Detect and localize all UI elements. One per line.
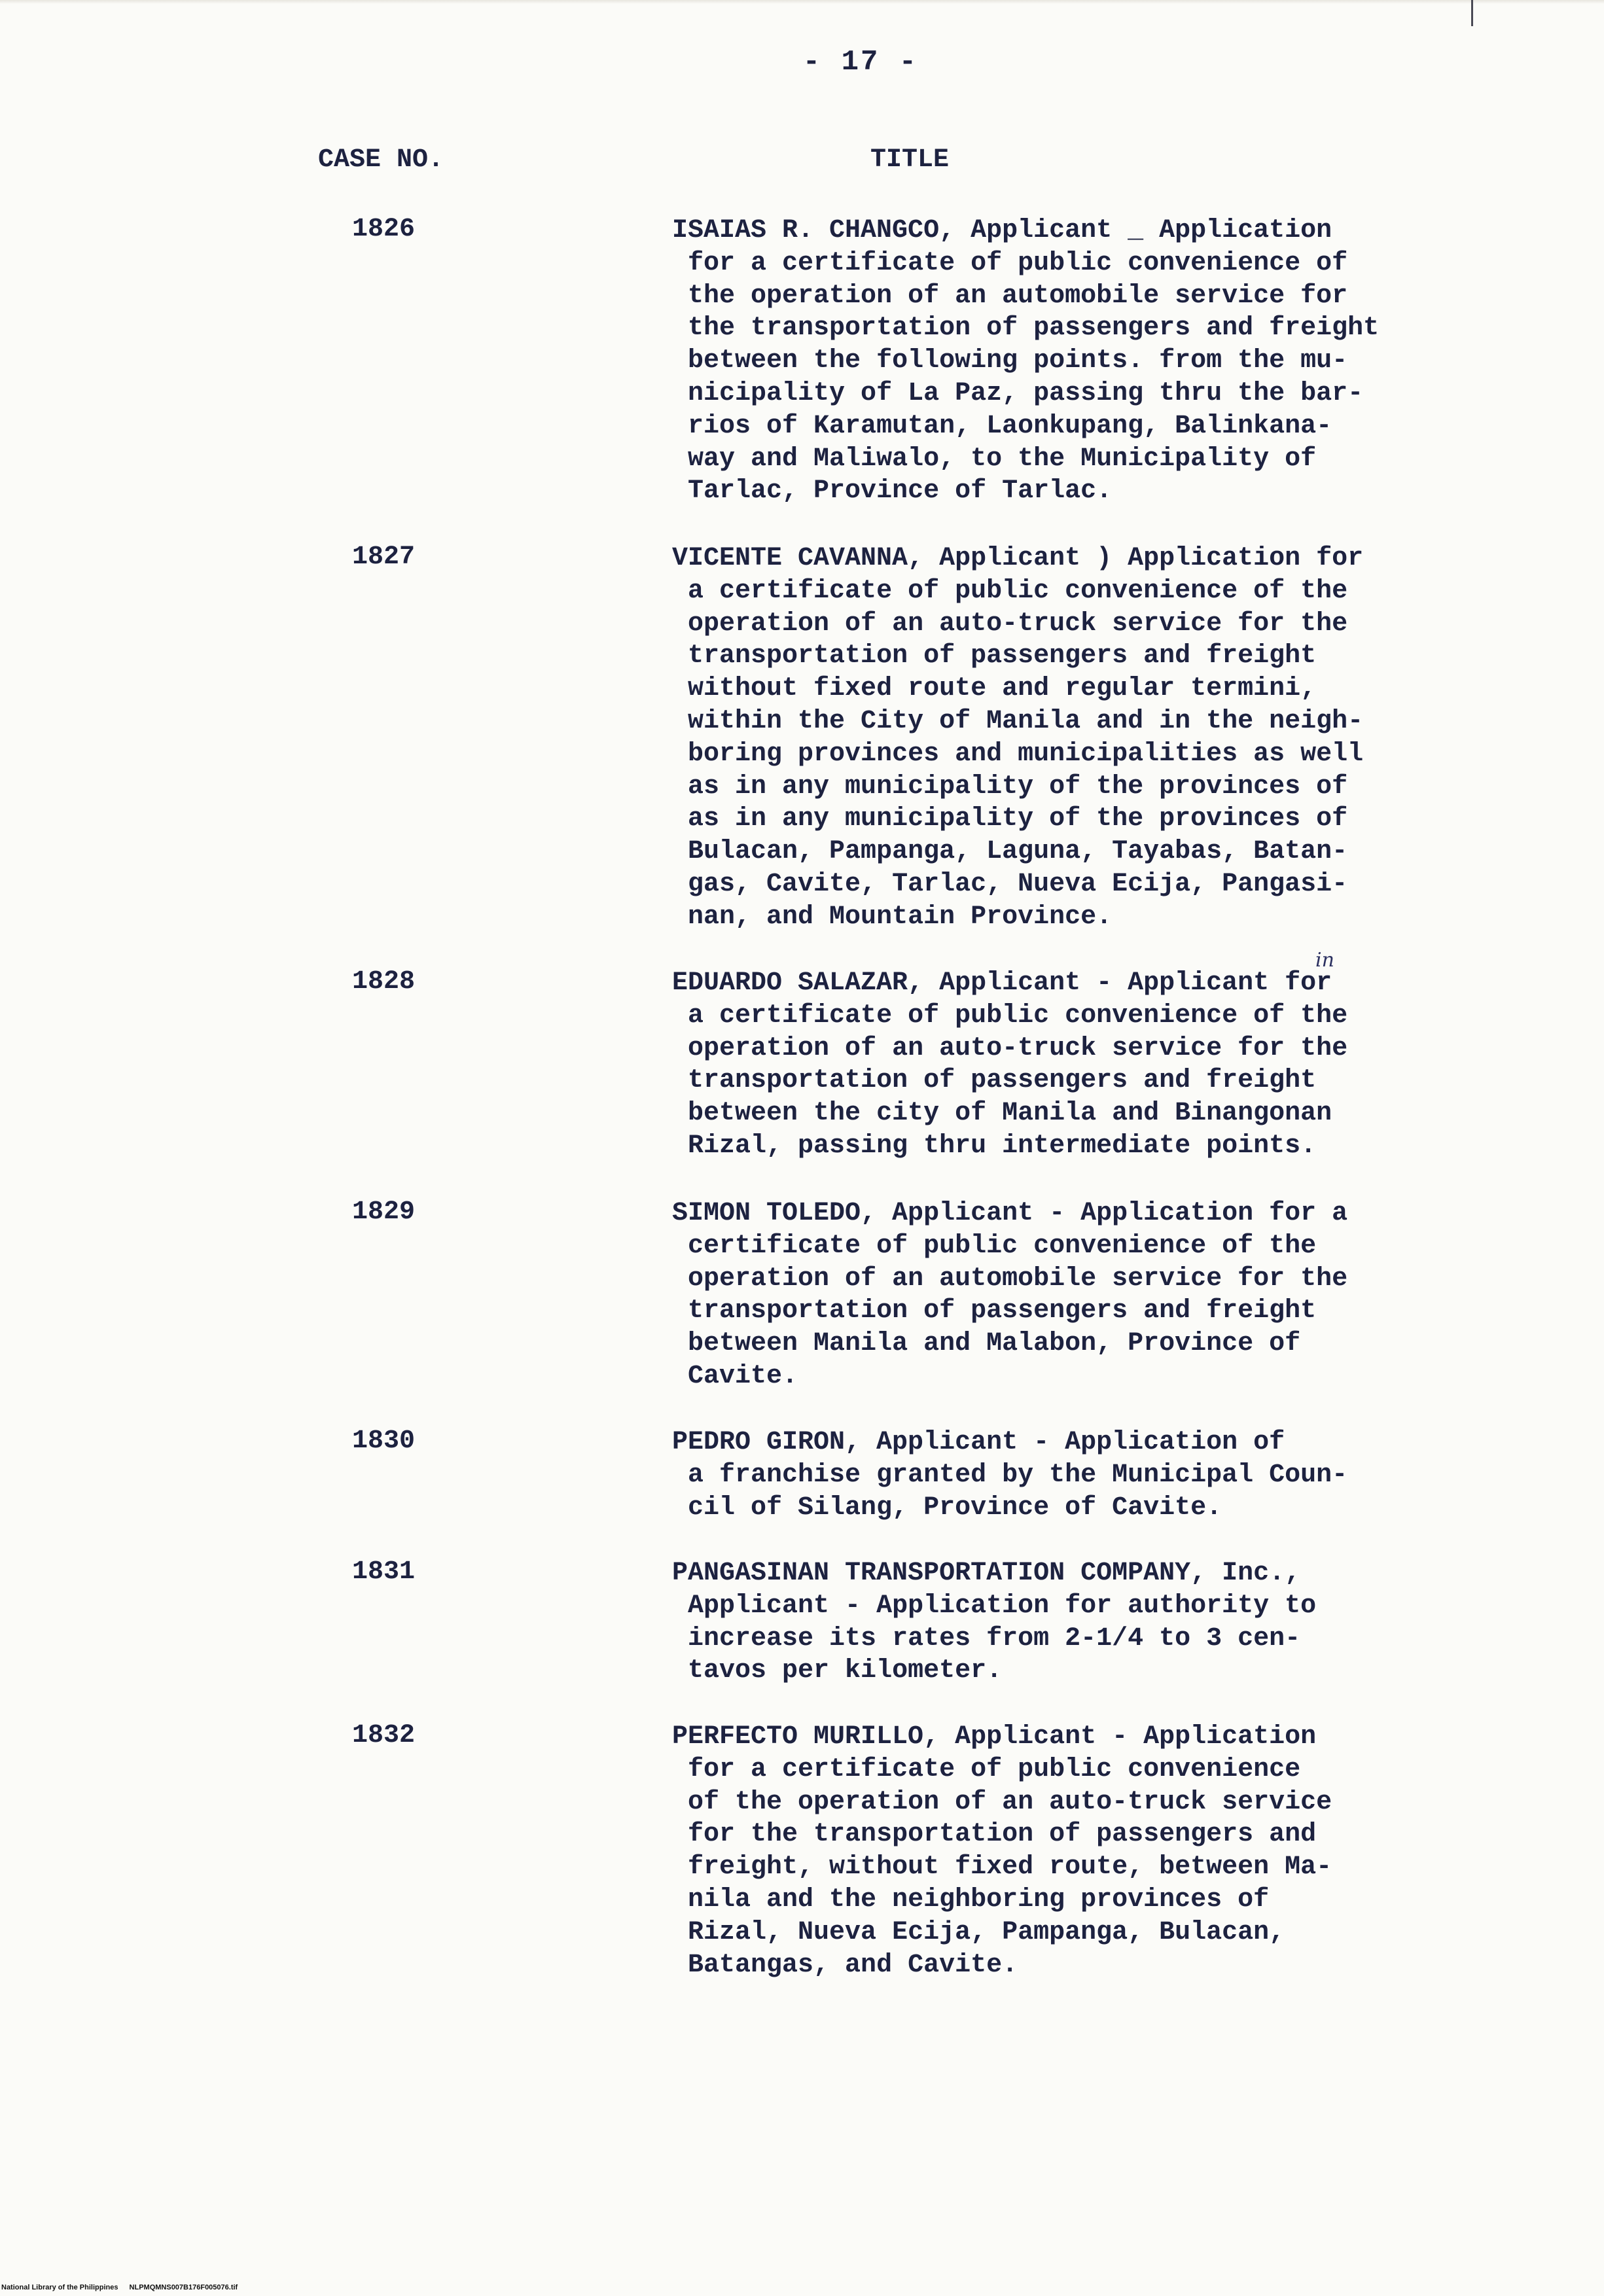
- handwritten-annotation: in: [1315, 949, 1334, 972]
- case-number: 1827: [352, 542, 416, 572]
- case-number: 1830: [352, 1426, 416, 1456]
- page-number: - 17 -: [802, 46, 919, 79]
- library-name: National Library of the Philippines: [1, 2284, 118, 2291]
- case-number: 1832: [352, 1721, 416, 1750]
- case-title: EDUARDO SALAZAR, Applicant - Applicant for a certificate of public convenience of the operation of an auto-truck service for the transportation of passengers and freight between the city of Manila and Binangonan Rizal, passing thru intermediate points.: [672, 968, 1348, 1161]
- case-number: 1828: [352, 967, 416, 997]
- case-title: PERFECTO MURILLO, Applicant - Application for a certificate of public convenience of the operation of an auto-truck service for the transportation of passengers and freight, without fixed route, between Ma- nila and the neighboring provinces of Rizal, Nueva Ecija, Pampanga, Bulacan, Batangas, and Cavite.: [672, 1722, 1332, 1980]
- column-header-title: TITLE: [870, 145, 950, 175]
- case-title: PEDRO GIRON, Applicant - Application of a franchise granted by the Municipal Coun- cil of Silang, Province of Cavite.: [672, 1428, 1348, 1523]
- file-id: NLPMQMNS007B176F005076.tif: [129, 2284, 238, 2291]
- case-title: SIMON TOLEDO, Applicant - Application for a certificate of public convenience of the operation of an automobile service for the transportation of passengers and freight between Manila and Malabon, Province of Cavite.: [672, 1199, 1348, 1391]
- column-header-case-no: CASE NO.: [318, 145, 444, 175]
- case-number: 1829: [352, 1197, 416, 1227]
- archive-caption: [1, 2284, 247, 2291]
- case-number: 1826: [352, 215, 416, 244]
- case-number: 1831: [352, 1557, 416, 1587]
- case-title: ISAIAS R. CHANGCO, Applicant _ Application for a certificate of public convenience of the operation of an automobile service for the transportation of passengers and freight between the following points. from the mu- nicipality of La Paz, passing thru the bar- rios of Karamutan, Laonkupang, Balinkana- way and Maliwalo, to the Municipality of Tarlac, Province of Tarlac.: [672, 216, 1380, 506]
- case-title: VICENTE CAVANNA, Applicant ) Application for a certificate of public convenience of the operation of an auto-truck service for the transportation of passengers and freight without fixed route and regular termini, within the City of Manila and in the neigh- boring provinces and municipalities as well as in any municipality of the provinces of as in any municipality of the provinces of Bulacan, Pampanga, Laguna, Tayabas, Batan- gas, Cavite, Tarlac, Nueva Ecija, Pangasi- nan, and Mountain Province.: [672, 544, 1364, 932]
- margin-tick-mark: [1471, 0, 1473, 26]
- page-top-edge: [0, 0, 1604, 4]
- case-title: PANGASINAN TRANSPORTATION COMPANY, Inc., Applicant - Application for authority to increase its rates from 2-1/4 to 3 cen- tavos per kilometer.: [672, 1559, 1317, 1686]
